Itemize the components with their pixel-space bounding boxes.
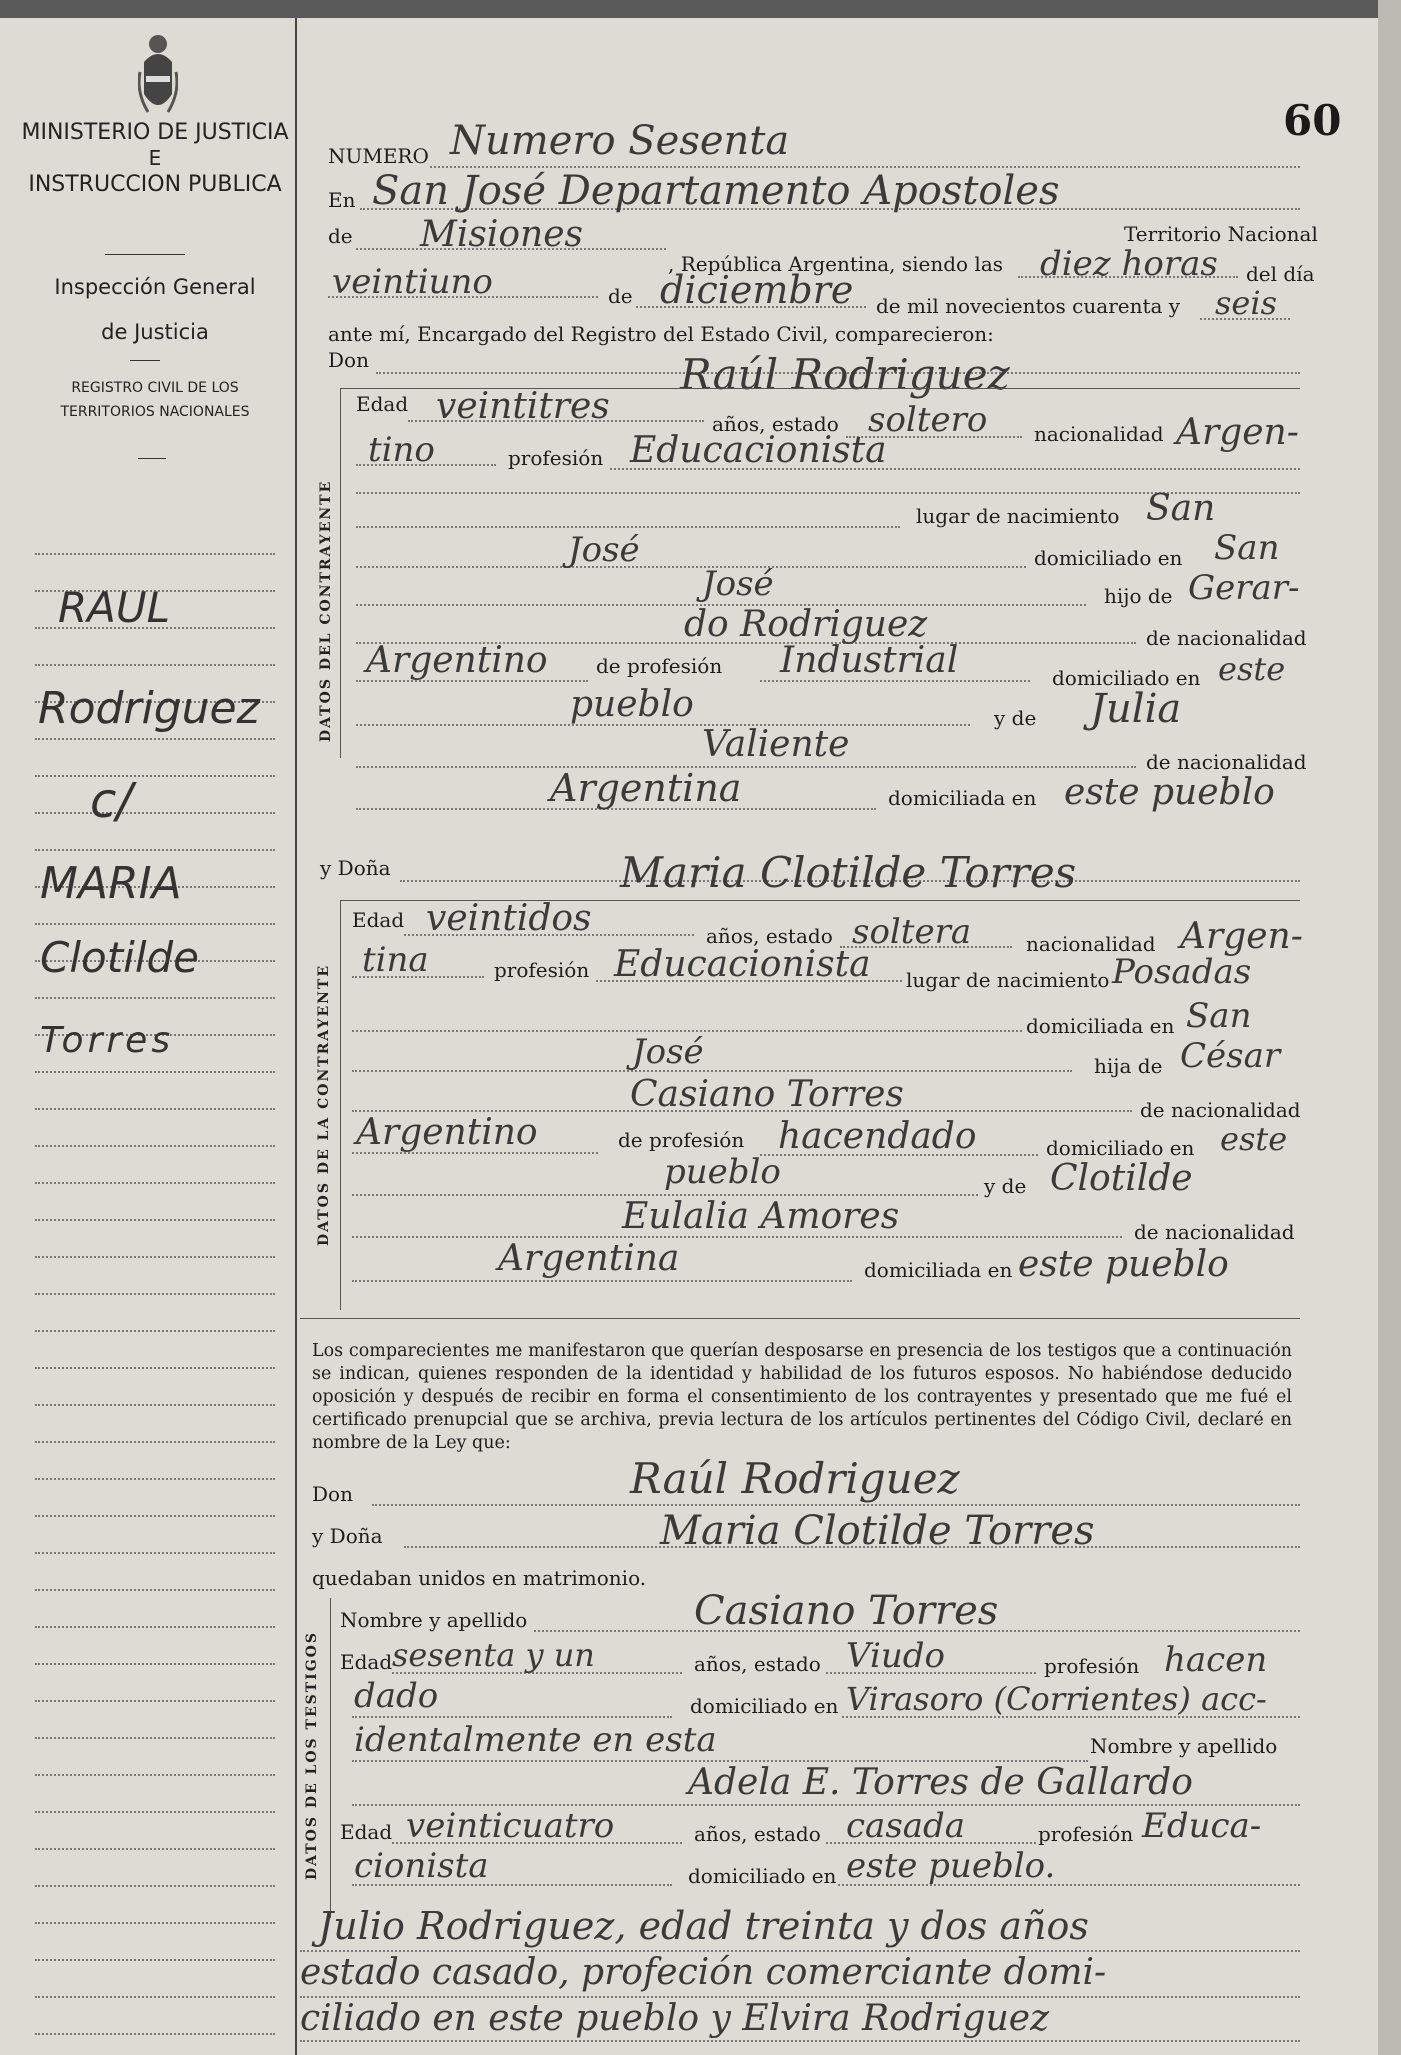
hw-bride-padre-nac: Argentino bbox=[356, 1112, 538, 1153]
label-anos-estado-2: años, estado bbox=[694, 1822, 821, 1846]
ministry-line-3: INSTRUCCION PUBLICA bbox=[28, 172, 282, 197]
label-de-nacionalidad: de nacionalidad bbox=[1134, 1220, 1295, 1244]
margin-rule-line bbox=[35, 1589, 275, 1591]
label-profesion: profesión bbox=[494, 958, 590, 982]
margin-rule-line bbox=[35, 1552, 275, 1554]
hw-w2-prof-2: cionista bbox=[354, 1846, 489, 1886]
label-edad: Edad bbox=[356, 392, 409, 416]
label-domiciliado-en: domiciliado en bbox=[1052, 666, 1201, 690]
coat-of-arms-icon bbox=[138, 32, 178, 122]
label-hija-de: hija de bbox=[1094, 1054, 1163, 1078]
label-de-nacionalidad: de nacionalidad bbox=[1146, 750, 1307, 774]
page-number: 60 bbox=[1283, 96, 1342, 145]
label-profesion: profesión bbox=[1044, 1654, 1140, 1678]
hw-groom-lugar-2: José bbox=[568, 530, 640, 570]
field-line bbox=[300, 2040, 1300, 2042]
hw-groom-madre-nac: Argentina bbox=[550, 766, 742, 810]
hw-anio: seis bbox=[1215, 284, 1278, 322]
label-nacionalidad: nacionalidad bbox=[1034, 422, 1164, 446]
hw-bride-prof: Educacionista bbox=[614, 944, 871, 985]
label-don: Don bbox=[312, 1482, 353, 1506]
label-de-profesion: de profesión bbox=[618, 1128, 745, 1152]
hw-bride-madre-nac: Argentina bbox=[498, 1238, 680, 1279]
hw-groom-estado: soltero bbox=[868, 400, 988, 440]
registry-line-2: TERRITORIOS NACIONALES bbox=[60, 404, 250, 420]
label-del-dia: del día bbox=[1246, 262, 1315, 286]
margin-rule-line bbox=[35, 1404, 275, 1406]
label-y-de: y de bbox=[994, 706, 1037, 730]
label-datos-contrayente: DATOS DEL CONTRAYENTE bbox=[318, 479, 334, 742]
field-line bbox=[352, 1070, 1072, 1072]
margin-rule-line bbox=[35, 1515, 275, 1517]
margin-note-line: MARIA bbox=[40, 858, 182, 909]
field-line bbox=[356, 766, 1136, 768]
margin-rule-line bbox=[35, 1811, 275, 1813]
margin-rule-line bbox=[35, 553, 275, 555]
ministry-line-1: MINISTERIO DE JUSTICIA bbox=[21, 120, 289, 145]
hw-bride: Maria Clotilde Torres bbox=[620, 848, 1077, 897]
label-y-de: y de bbox=[984, 1174, 1027, 1198]
label-lugar-nac: lugar de nacimiento bbox=[906, 968, 1110, 992]
margin-rule-line bbox=[35, 997, 275, 999]
margin-rule-line bbox=[35, 1959, 275, 1961]
margin-rule-line bbox=[35, 664, 275, 666]
label-profesion: profesión bbox=[508, 446, 604, 470]
left-margin-column bbox=[0, 18, 297, 2055]
hw-extra-1: Julio Rodriguez, edad treinta y dos años bbox=[318, 1904, 1089, 1948]
hw-hora: diez horas bbox=[1040, 244, 1218, 284]
hw-groom-nac: Argen- bbox=[1176, 412, 1299, 453]
hw-w1-dom: Virasoro (Corrientes) acc- bbox=[846, 1680, 1267, 1718]
label-edad: Edad bbox=[352, 908, 405, 932]
hw-bride-nac: Argen- bbox=[1180, 916, 1303, 957]
hw-w1-prof: hacen bbox=[1164, 1640, 1268, 1680]
hw-territorio: Misiones bbox=[420, 214, 584, 255]
hw-bride-estado: soltera bbox=[852, 912, 972, 952]
label-edad: Edad bbox=[340, 1820, 393, 1844]
margin-rule-line bbox=[35, 1774, 275, 1776]
hw-w1-prof-2: dado bbox=[354, 1676, 439, 1716]
margin-rule-line bbox=[35, 923, 275, 925]
margin-rule-line bbox=[35, 1663, 275, 1665]
hw-lugar: San José Departamento Apostoles bbox=[372, 168, 1060, 214]
field-line bbox=[352, 1716, 672, 1718]
hw-bride-edad: veintidos bbox=[426, 898, 592, 939]
label-y-dona: y Doña bbox=[320, 856, 391, 880]
margin-rule-line bbox=[35, 812, 275, 814]
margin-note-line: c/ bbox=[90, 773, 133, 829]
divider bbox=[138, 458, 166, 459]
label-nombre-apellido: Nombre y apellido bbox=[1090, 1734, 1278, 1758]
label-de-nacionalidad: de nacionalidad bbox=[1146, 626, 1307, 650]
margin-rule-line bbox=[35, 1922, 275, 1924]
section-border bbox=[330, 1598, 331, 1918]
hw-bride-padre-dom-2: pueblo bbox=[664, 1152, 781, 1192]
hw-groom-nac-2: tino bbox=[368, 430, 435, 470]
divider bbox=[105, 254, 185, 255]
scan-edge-top bbox=[0, 0, 1401, 18]
hw-w1-estado: Viudo bbox=[846, 1636, 945, 1676]
hw-w2-edad: veinticuatro bbox=[406, 1806, 615, 1846]
hw-bride-padre: César bbox=[1180, 1036, 1281, 1076]
hw-numero: Numero Sesenta bbox=[450, 118, 790, 164]
hw-dia: veintiuno bbox=[332, 262, 493, 302]
label-numero: NUMERO bbox=[328, 144, 429, 168]
margin-note-line: RAUL bbox=[58, 583, 171, 632]
margin-rule-line bbox=[35, 1145, 275, 1147]
margin-rule-line bbox=[35, 1996, 275, 1998]
margin-note-line: Torres bbox=[40, 1020, 175, 1061]
label-mil: de mil novecientos cuarenta y bbox=[876, 294, 1181, 318]
divider bbox=[130, 360, 160, 361]
label-anos-estado-2: años, estado bbox=[694, 1652, 821, 1676]
margin-note-line: Rodriguez bbox=[38, 683, 260, 734]
hw-groom-dom: San bbox=[1214, 528, 1280, 568]
label-hijo-de: hijo de bbox=[1104, 584, 1173, 608]
margin-note-line: Clotilde bbox=[40, 933, 199, 982]
label-datos-la-contrayente: DATOS DE LA CONTRAYENTE bbox=[316, 963, 332, 1246]
label-domiciliada-en: domiciliada en bbox=[864, 1258, 1013, 1282]
margin-rule-line bbox=[35, 1182, 275, 1184]
hw-w1-edad: sesenta y un bbox=[392, 1636, 595, 1674]
hw-groom-padre-2: do Rodriguez bbox=[684, 604, 928, 645]
label-anos-estado: años, estado bbox=[712, 412, 839, 436]
margin-rule-line bbox=[35, 1441, 275, 1443]
inspection-line-2: de Justicia bbox=[101, 320, 209, 344]
margin-rule-line bbox=[35, 1737, 275, 1739]
margin-rule-line bbox=[35, 775, 275, 777]
label-don: Don bbox=[328, 348, 369, 372]
hw-bride-madre-dom: este pueblo bbox=[1018, 1244, 1229, 1285]
hw-groom-padre-dom: este bbox=[1218, 650, 1286, 688]
hw-groom-padre-dom-2: pueblo bbox=[570, 684, 694, 725]
label-quedaban: quedaban unidos en matrimonio. bbox=[312, 1566, 647, 1590]
hw-w2-dom: este pueblo. bbox=[846, 1846, 1056, 1886]
hw-bride-dom: San bbox=[1186, 996, 1252, 1036]
hw-groom-dom-2: José bbox=[702, 564, 774, 604]
hw-groom-prof: Educacionista bbox=[630, 430, 887, 471]
label-nombre-apellido: Nombre y apellido bbox=[340, 1608, 528, 1632]
field-line bbox=[356, 526, 900, 528]
label-de: de bbox=[328, 224, 353, 248]
label-datos-testigos: DATOS DE LOS TESTIGOS bbox=[304, 1631, 320, 1880]
inspection-line-1: Inspección General bbox=[54, 275, 256, 299]
hw-w2-estado: casada bbox=[846, 1806, 966, 1846]
margin-rule-line bbox=[35, 738, 275, 740]
hw-w1-dom-2: identalmente en esta bbox=[354, 1720, 717, 1760]
label-domiciliada-en: domiciliada en bbox=[888, 786, 1037, 810]
hw-mes: diciembre bbox=[660, 268, 854, 312]
margin-rule-line bbox=[35, 1367, 275, 1369]
label-profesion: profesión bbox=[1038, 1822, 1134, 1846]
label-y-dona: y Doña bbox=[312, 1524, 383, 1548]
hw-bride-madre: Clotilde bbox=[1050, 1158, 1193, 1199]
label-domiciliado-en: domiciliado en bbox=[1046, 1136, 1195, 1160]
label-domiciliado-en: domiciliado en bbox=[1034, 546, 1183, 570]
margin-rule-line bbox=[35, 1219, 275, 1221]
label-anos-estado: años, estado bbox=[706, 924, 833, 948]
margin-rule-line bbox=[35, 1256, 275, 1258]
label-ante-mi: ante mí, Encargado del Registro del Estado Civil, comparecieron: bbox=[328, 322, 994, 346]
hw-groom-edad: veintitres bbox=[436, 386, 610, 427]
label-territorio: Territorio Nacional bbox=[1124, 222, 1318, 246]
label-de-profesion: de profesión bbox=[596, 654, 723, 678]
label-lugar-nac: lugar de nacimiento bbox=[916, 504, 1120, 528]
margin-rule-line bbox=[35, 1108, 275, 1110]
declaration-paragraph: Los comparecientes me manifestaron que querían desposarse en presencia de los testigos que a continuación se indican, quienes responden de la identidad y habilidad de los futuros esposos. No habiéndose deducido oposición y después de recibir en forma el consentimiento de los contrayentes y presentado que me fué el certificado prenupcial que se archiva, previa lectura de los artículos pertinentes del Código Civil, declaré en nombre de la Ley que: bbox=[312, 1341, 1292, 1453]
hw-bride-dom-2: José bbox=[632, 1032, 704, 1072]
label-edad: Edad bbox=[340, 1650, 393, 1674]
hw-bride-padre-2: Casiano Torres bbox=[630, 1074, 904, 1115]
ministry-line-2: E bbox=[148, 146, 162, 170]
label-de-mes: de bbox=[608, 284, 633, 308]
hw-bride-lugar: Posadas bbox=[1112, 952, 1252, 992]
label-en: En bbox=[328, 188, 356, 212]
hw-groom: Raúl Rodriguez bbox=[680, 350, 1010, 399]
margin-rule-line bbox=[35, 1848, 275, 1850]
label-de-nacionalidad: de nacionalidad bbox=[1140, 1098, 1301, 1122]
hw-decl-dona: Maria Clotilde Torres bbox=[660, 1508, 1095, 1554]
hw-bride-padre-dom: este bbox=[1220, 1120, 1288, 1158]
margin-rule-line bbox=[35, 1293, 275, 1295]
hw-extra-3: ciliado en este pueblo y Elvira Rodriguez bbox=[300, 1998, 1050, 2039]
margin-rule-line bbox=[35, 1700, 275, 1702]
label-nacionalidad: nacionalidad bbox=[1026, 932, 1156, 956]
margin-rule-line bbox=[35, 1626, 275, 1628]
hw-groom-padre-nac: Argentino bbox=[366, 640, 548, 681]
section-border bbox=[300, 1318, 1300, 1319]
margin-rule-line bbox=[35, 2033, 275, 2035]
hw-groom-madre: Julia bbox=[1090, 686, 1182, 732]
hw-groom-padre: Gerar- bbox=[1188, 568, 1300, 608]
margin-rule-line bbox=[35, 1885, 275, 1887]
hw-groom-madre-2: Valiente bbox=[702, 724, 850, 765]
label-domiciliado-en: domiciliado en bbox=[688, 1864, 837, 1888]
hw-bride-nac-2: tina bbox=[362, 940, 429, 980]
field-line bbox=[356, 566, 1026, 568]
label-domiciliada-en: domiciliada en bbox=[1026, 1014, 1175, 1038]
section-border bbox=[340, 388, 341, 758]
hw-decl-don: Raúl Rodriguez bbox=[630, 1454, 960, 1503]
margin-rule-line bbox=[35, 1071, 275, 1073]
hw-bride-madre-2: Eulalia Amores bbox=[622, 1196, 900, 1237]
margin-rule-line bbox=[35, 1478, 275, 1480]
field-line bbox=[372, 1504, 1300, 1506]
label-domiciliado-en: domiciliado en bbox=[690, 1694, 839, 1718]
hw-groom-padre-prof: Industrial bbox=[780, 640, 959, 681]
margin-rule-line bbox=[35, 1330, 275, 1332]
section-border bbox=[340, 900, 341, 1310]
scan-edge-right bbox=[1378, 0, 1401, 2055]
hw-w2-name: Adela E. Torres de Gallardo bbox=[688, 1762, 1193, 1803]
label-republica: , República Argentina, siendo las bbox=[668, 252, 1004, 276]
hw-groom-madre-dom: este pueblo bbox=[1064, 772, 1275, 813]
hw-bride-padre-prof: hacendado bbox=[778, 1116, 977, 1157]
margin-rule-line bbox=[35, 849, 275, 851]
hw-w1-name: Casiano Torres bbox=[694, 1588, 999, 1634]
hw-groom-lugar: San bbox=[1146, 488, 1216, 529]
hw-extra-2: estado casado, profeción comerciante domi- bbox=[300, 1952, 1107, 1993]
hw-w2-prof: Educa- bbox=[1142, 1806, 1262, 1846]
field-line bbox=[352, 1280, 852, 1282]
registry-line-1: REGISTRO CIVIL DE LOS bbox=[71, 380, 239, 396]
